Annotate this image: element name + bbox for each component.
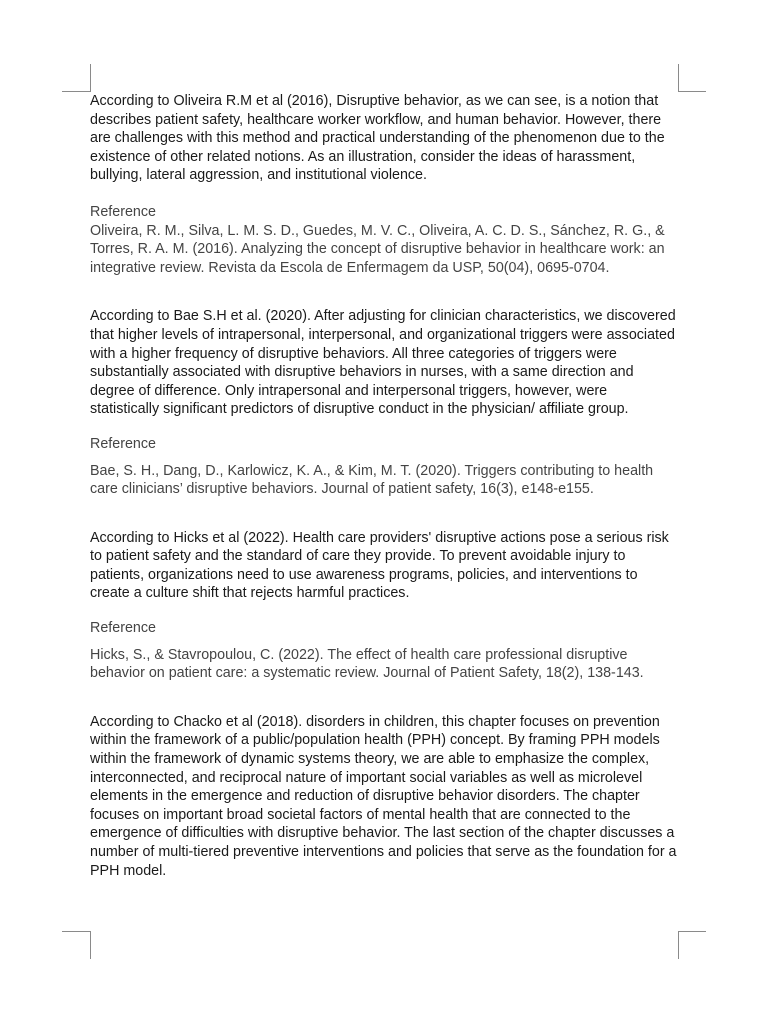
- paragraph-bae: According to Bae S.H et al. (2020). After adjusting for clinician characteristics, we discovered that higher levels of intrapersonal, interpersonal, and organizational triggers were associated with a higher frequency of disruptive behaviors. All three categories of triggers were substantially associated with disruptive behaviors in nurses, with a same direction and degree of difference. Only intrapersonal and interpersonal triggers, however, were statistically significant predictors of disruptive conduct in the physician/ affiliate group.: [90, 308, 676, 418]
- reference-label: Reference: [90, 435, 156, 452]
- crop-mark-top-left-vertical: [90, 64, 91, 92]
- crop-mark-bottom-right-vertical: [678, 931, 679, 959]
- reference-hicks: Hicks, S., & Stavropoulou, C. (2022). The effect of health care professional disruptive behavior on patient care: a systematic review. Journal of Patient Safety, 18(2), 138-143.: [90, 646, 644, 682]
- paragraph-chacko: According to Chacko et al (2018). disorders in children, this chapter focuses on prevention within the framework of a public/population health (PPH) concept. By framing PPH models within the framework of dynamic systems theory, we are able to emphasize the complex, interconnected, and reciprocal nature of important social variables as well as microlevel elements in the emergence and reduction of disruptive behavior disorders. The chapter focuses on important broad societal factors of mental health that are connected to the emergence of difficulties with disruptive behavior. The last section of the chapter discusses a number of multi-tiered preventive interventions and policies that serve as the foundation for a PPH model.: [90, 713, 677, 879]
- crop-mark-top-left-horizontal: [62, 91, 91, 92]
- crop-mark-top-right-horizontal: [678, 91, 706, 92]
- crop-mark-bottom-left-vertical: [90, 931, 91, 959]
- paragraph-oliveira: According to Oliveira R.M et al (2016), Disruptive behavior, as we can see, is a notion that describes patient safety, healthcare worker workflow, and human behavior. However, there are challenges with this method and practical understanding of the phenomenon due to the existence of other related notions. As an illustration, consider the ideas of harassment, bullying, lateral aggression, and institutional violence.: [90, 93, 665, 184]
- crop-mark-bottom-right-horizontal: [678, 931, 706, 932]
- reference-bae: Bae, S. H., Dang, D., Karlowicz, K. A., & Kim, M. T. (2020). Triggers contributing to health care clinicians’ disruptive behaviors. Journal of patient safety, 16(3), e148-e155.: [90, 462, 654, 498]
- reference-label: Reference: [90, 620, 156, 637]
- crop-mark-bottom-left-horizontal: [62, 931, 91, 932]
- document-body: [90, 92, 680, 880]
- reference-label: Reference: [90, 203, 156, 220]
- crop-mark-top-right-vertical: [678, 64, 679, 92]
- reference-oliveira: Oliveira, R. M., Silva, L. M. S. D., Guedes, M. V. C., Oliveira, A. C. D. S., Sánchez, R. G., & Torres, R. A. M. (2016). Analyzing the concept of disruptive behavior in healthcare work: an integrative review. Revista da Escola de Enfermagem da USP, 50(04), 0695-0704.: [90, 222, 665, 276]
- paragraph-hicks: According to Hicks et al (2022). Health care providers' disruptive actions pose a serious risk to patient safety and the standard of care they provide. To prevent avoidable injury to patients, organizations need to use awareness programs, policies, and interventions to create a culture shift that rejects harmful practices.: [90, 529, 669, 602]
